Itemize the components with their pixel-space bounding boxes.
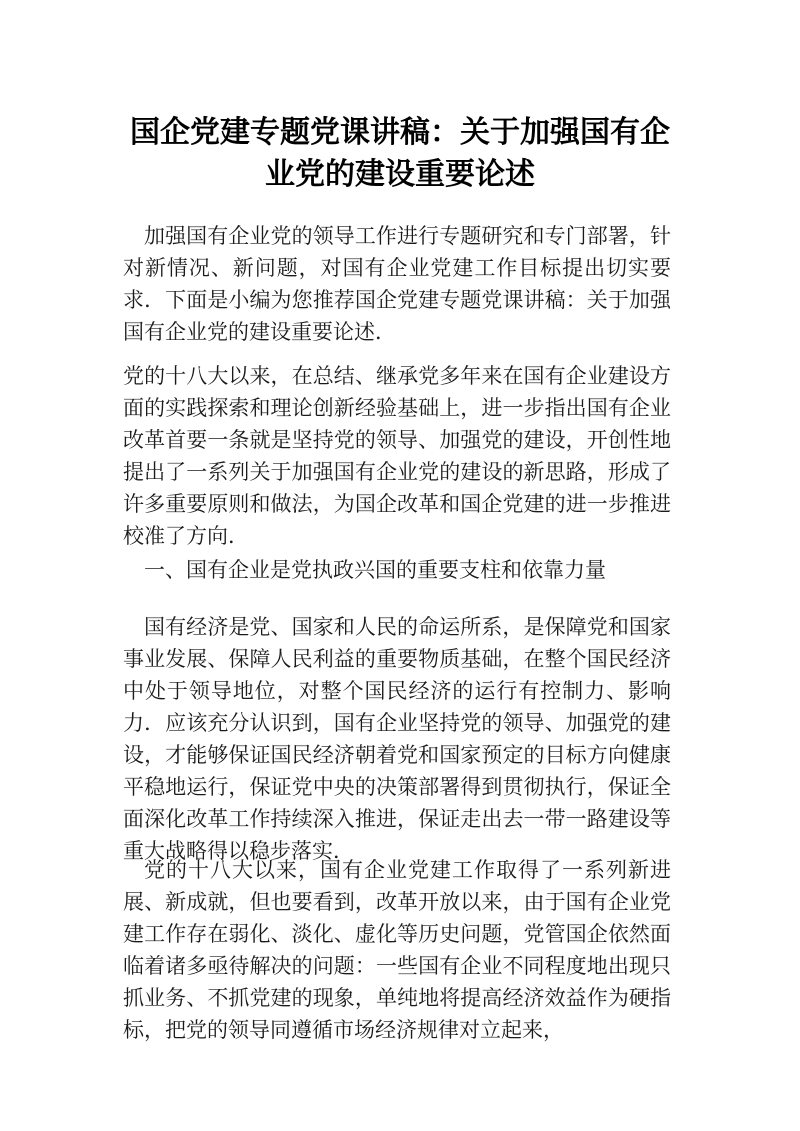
paragraph-3: 党的十八大以来，国有企业党建工作取得了一系列新进展、新成就，但也要看到，改革开放以来，由于国有企业党建工作存在弱化、淡化、虚化等历史问题，党管国企依然面临着诸多亟待解决的问题：一些国有企业不同程度地出现只抓业务、不抓党建的现象，单纯地将提高经济效益作为硬指标，把党的领导同遵循市场经济规律对立起来， — [123, 858, 671, 1042]
section-heading-1: 一、国有企业是党执政兴国的重要支柱和依靠力量 — [144, 558, 606, 582]
paragraph-1: 党的十八大以来，在总结、继承党多年来在国有企业建设方面的实践探索和理论创新经验基础上，进一步指出国有企业改革首要一条就是坚持党的领导、加强党的建设，开创性地提出了一系列关于加强国有企业党的建设的新思路，形成了许多重要原则和做法，为国企改革和国企党建的进一步推进校准了方向． — [123, 364, 671, 548]
title-line-2: 业党的建设重要论述 — [265, 157, 535, 192]
title-line-1: 国企党建专题党课讲稿：关于加强国有企 — [130, 115, 670, 150]
document-title — [100, 112, 700, 196]
paragraph-2: 国有经济是党、国家和人民的命运所系，是保障党和国家事业发展、保障人民利益的重要物质基础，在整个国民经济中处于领导地位，对整个国民经济的运行有控制力、影响力．应该充分认识到，国有企业坚持党的领导、加强党的建设，才能够保证国民经济朝着党和国家预定的目标方向健康平稳地运行，保证党中央的决策部署得到贯彻执行，保证全面深化改革工作持续深入推进，保证走出去一带一路建设等重大战略得以稳步落实． — [123, 615, 671, 863]
paragraph-intro: 加强国有企业党的领导工作进行专题研究和专门部署，针对新情况、新问题，对国有企业党建工作目标提出切实要求．下面是小编为您推荐国企党建专题党课讲稿：关于加强国有企业党的建设重要论述． — [123, 224, 671, 344]
